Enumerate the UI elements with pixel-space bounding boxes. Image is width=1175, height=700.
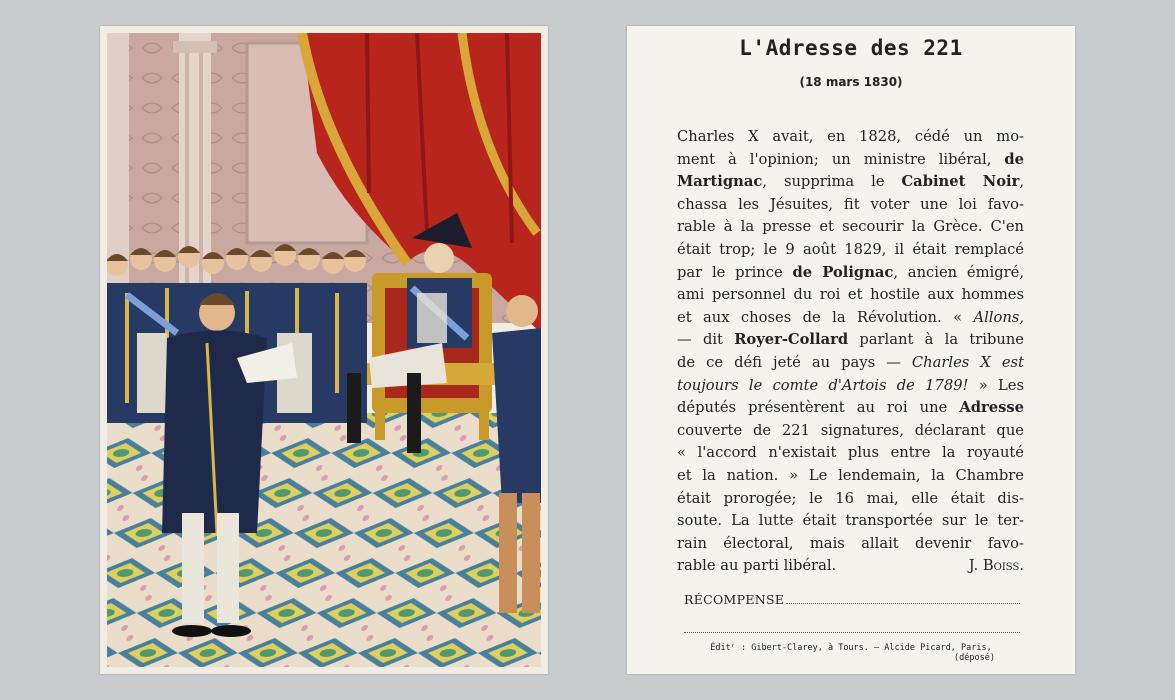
text-card-back — [627, 26, 1075, 674]
body-line: rain électoral, mais allait devenir favo- — [677, 534, 1024, 552]
illustrated-card-front — [100, 26, 548, 674]
editor-credit — [667, 643, 1035, 663]
second-dotted-line — [684, 632, 1020, 633]
recompense-field — [684, 592, 1020, 607]
card-body-text — [677, 126, 1024, 578]
body-last-line — [677, 555, 1024, 578]
body-line: Charles X avait, en 1828, cédé un mo- — [677, 128, 1024, 145]
card-date: (18 mars 1830) — [799, 75, 903, 89]
body-line: — dit Royer-Collard parlant à la tribune — [677, 331, 1024, 349]
recompense-label: RÉCOMPENSE — [684, 592, 785, 607]
body-line: toujours le comte d'Artois de 1789! » Les — [677, 376, 1024, 394]
editor-note: (déposé) — [954, 653, 995, 663]
body-line: de ce défi jeté au pays — Charles X est — [677, 353, 1024, 371]
body-line: ami personnel du roi et hostile aux hommes — [677, 286, 1024, 304]
editor-line: Éditʳ : Gibert-Clarey, à Tours. — Alcide Picard, Paris, — [710, 643, 992, 653]
body-line: soute. La lutte était transportée sur le ter- — [677, 512, 1024, 530]
body-line: « l'accord n'existait plus entre la royauté — [677, 444, 1024, 462]
recompense-dotted-line — [786, 603, 1020, 604]
author-signature: J. Boiss. — [968, 557, 1024, 575]
body-line: chassa les Jésuites, fit voter une loi favo- — [677, 195, 1024, 213]
body-line: et la nation. » Le lendemain, la Chambre — [677, 466, 1024, 484]
body-last-text: rable au parti libéral. — [677, 557, 837, 575]
body-line: Martignac, supprima le Cabinet Noir, — [677, 173, 1024, 191]
body-line: et aux choses de la Révolution. « Allons, — [677, 308, 1024, 326]
historical-scene-illustration — [107, 33, 541, 667]
body-line: était prorogée; le 16 mai, elle était dis- — [677, 489, 1024, 507]
body-line: ment à l'opinion; un ministre libéral, de — [677, 150, 1024, 168]
body-line: couverte de 221 signatures, déclarant que — [677, 421, 1024, 439]
body-line: députés présentèrent au roi une Adresse — [677, 399, 1024, 417]
body-line: rable à la presse et secourir la Grèce. C'en — [677, 218, 1024, 236]
card-title: L'Adresse des 221 — [739, 36, 963, 60]
body-line: était trop; le 9 août 1829, il était remplacé — [677, 240, 1024, 258]
body-line: par le prince de Polignac, ancien émigré, — [677, 263, 1024, 281]
